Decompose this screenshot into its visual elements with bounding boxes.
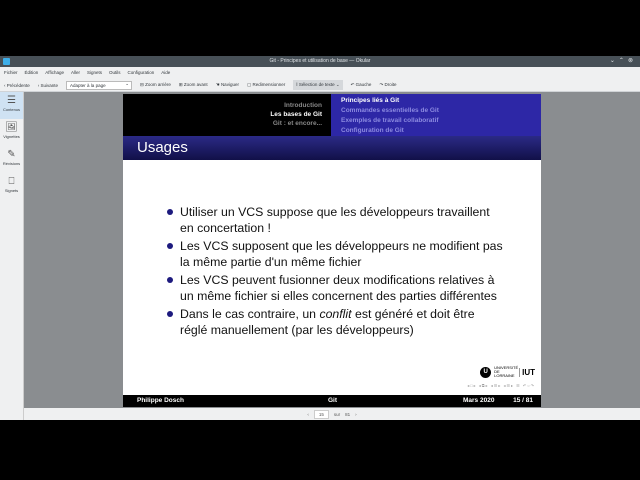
zoom-out-button[interactable]: ⊟ Zoom arrière (140, 82, 171, 87)
bullet-item: Utiliser un VCS suppose que les développeurs travaillent en concertation ! (167, 204, 505, 236)
window-controls[interactable]: ⌄⌃⊗ (609, 58, 637, 64)
bookmarks-icon: ⎕ (8, 176, 15, 187)
text-select-label: Sélection de texte (298, 82, 335, 87)
sidebar-label: Contenus (2, 107, 21, 112)
footer-topic: Git (328, 397, 338, 404)
sidebar-label: Vignettes (3, 134, 20, 139)
zoom-in-button[interactable]: ⊞ Zoom avant (178, 82, 208, 87)
menu-aide[interactable]: Aide (161, 70, 171, 75)
section-item[interactable]: Git : et encore... (272, 120, 322, 127)
menu-configuration[interactable]: Configuration (127, 70, 155, 75)
sidebar-item-bookmarks[interactable] (0, 173, 23, 200)
browse-button[interactable]: ☚ Naviguer (215, 82, 239, 87)
document-view[interactable] (24, 92, 640, 408)
footer-author: Philippe Dosch (137, 397, 184, 404)
reviews-icon: ✎ (7, 149, 16, 160)
rotate-right-button[interactable]: ↷ Droite (379, 82, 397, 87)
menu-affichage[interactable]: Affichage (45, 70, 64, 75)
next-page-button[interactable]: › (355, 411, 357, 417)
contents-icon: ☰ (7, 95, 16, 106)
menu-fichier[interactable]: Fichier (4, 70, 18, 75)
slide-footer (123, 395, 541, 407)
page-number-input[interactable]: 15 (314, 410, 329, 419)
okular-window (0, 56, 640, 420)
iut-logo: IUT (519, 368, 535, 377)
window-title: Git - Principes et utilisation de base — Okular (269, 58, 371, 64)
universite-lorraine-logo: U (480, 367, 491, 378)
page-navigation (24, 408, 640, 420)
section-nav (123, 94, 331, 136)
sidebar-item-thumbnails[interactable] (0, 119, 23, 146)
slide-header (123, 94, 541, 136)
subsection-item[interactable]: Exemples de travail collaboratif (341, 117, 439, 124)
section-item[interactable]: Introduction (284, 102, 322, 109)
menu-edition[interactable]: Édition (24, 70, 39, 75)
section-item-current[interactable]: Les bases de Git (270, 111, 322, 118)
thumbnails-icon: 🖼 (5, 122, 18, 133)
bullet-emphasis: conflit (319, 307, 352, 321)
bullet-item: Les VCS peuvent fusionner deux modifications relatives à un même fichier si elles concernent des parties différentes (167, 272, 505, 304)
bullet-text: est généré et doit être réglé manuellement (par les développeurs) (180, 307, 475, 337)
sidebar-label: Révisions (2, 161, 21, 166)
menu-outils[interactable]: Outils (109, 70, 121, 75)
sidebar-item-contents[interactable] (0, 92, 23, 119)
title-bar (0, 56, 640, 67)
resize-button[interactable]: ▢ Redimensionner (246, 82, 286, 87)
bullet-text: Dans le cas contraire, un (180, 307, 320, 321)
next-label: Suivante (40, 82, 59, 88)
sidebar-item-reviews[interactable] (0, 146, 23, 173)
subsection-item-current[interactable]: Principes liés à Git (341, 97, 400, 104)
sidebar-label: Signets (4, 188, 19, 193)
next-button[interactable]: › Suivante (37, 82, 59, 88)
previous-button[interactable]: ‹ Précédente (4, 82, 30, 88)
slide-page (123, 94, 541, 407)
bullet-item: Les VCS supposent que les développeurs ne modifient pas la même partie d'un même fichier (167, 238, 505, 270)
footer-date: Mars 2020 (463, 397, 495, 404)
menu-bar (0, 67, 640, 79)
menu-aller[interactable]: Aller (70, 70, 80, 75)
page-total: 81 (345, 411, 351, 417)
text-select-button[interactable]: Ⅰ Sélection de texte ⌄ (293, 80, 342, 90)
toolbar (0, 79, 640, 92)
rotate-right-label: Droite (384, 82, 397, 87)
subsection-item[interactable]: Configuration de Git (341, 127, 404, 134)
prev-page-button[interactable]: ‹ (307, 411, 309, 417)
resize-label: Redimensionner (252, 82, 286, 87)
universite-lorraine-text: UNIVERSITÉ DE LORRAINE (494, 365, 519, 378)
subsection-nav (331, 94, 541, 136)
logos (480, 366, 535, 378)
subsection-item[interactable]: Commandes essentielles de Git (341, 107, 439, 114)
previous-label: Précédente (6, 82, 30, 88)
page-of-label: sur (333, 411, 341, 417)
rotate-left-button[interactable]: ↶ Gauche (350, 82, 372, 87)
app-icon (3, 58, 10, 65)
bullet-item (167, 306, 505, 338)
browse-label: Naviguer (220, 82, 239, 87)
slide-title: Usages (123, 136, 541, 160)
zoom-out-label: Zoom arrière (145, 82, 171, 87)
zoom-in-label: Zoom avant (183, 82, 208, 87)
bullet-list (123, 160, 541, 338)
footer-page: 15 / 81 (513, 397, 533, 404)
rotate-left-label: Gauche (355, 82, 372, 87)
menu-signets[interactable]: Signets (86, 70, 102, 75)
sidebar (0, 92, 24, 420)
zoom-mode-select[interactable]: Adapter à la page ⌄ (66, 81, 132, 90)
beamer-nav-symbols[interactable]: ◂□▸ ◂⧉▸ ◂☰▸ ◂☰▸ ☰ ↶○↷ (467, 383, 535, 388)
